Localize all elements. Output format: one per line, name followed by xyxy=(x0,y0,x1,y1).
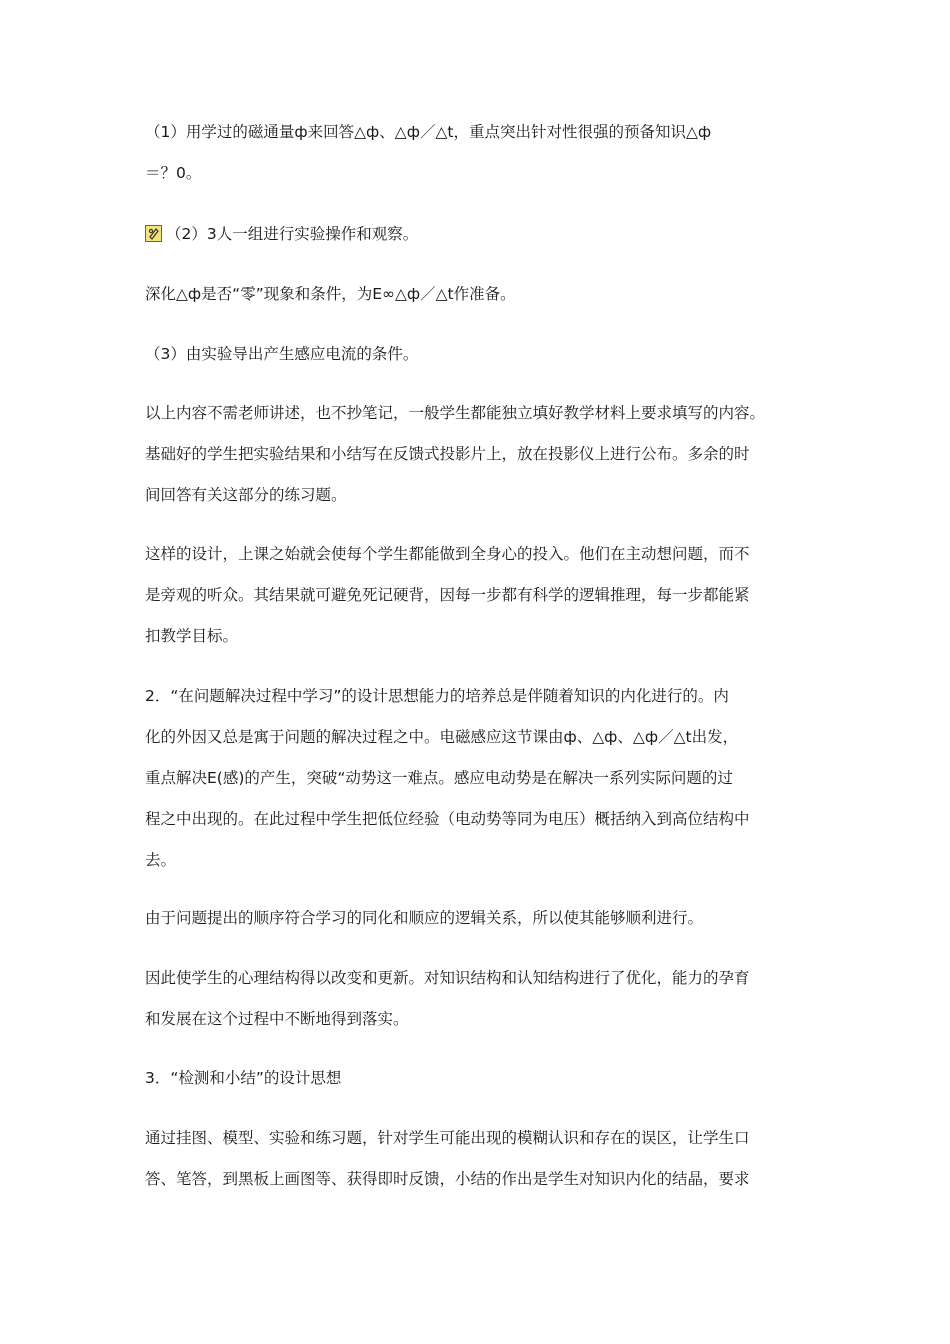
text-line: ＝？0。 xyxy=(145,164,202,182)
text-line: 由于问题提出的顺序符合学习的同化和顺应的逻辑关系，所以使其能够顺利进行。 xyxy=(145,909,704,927)
paragraph-5 xyxy=(145,393,825,516)
text-line: 和发展在这个过程中不断地得到落实。 xyxy=(145,1010,409,1028)
text-line: 深化△ф是否“零”现象和条件，为E∞△ф／△t作准备。 xyxy=(145,285,516,303)
paragraph-8 xyxy=(145,898,825,939)
paragraph-3 xyxy=(145,274,825,315)
text-line: 这样的设计，上课之始就会使每个学生都能做到全身心的投入。他们在主动想问题，而不 xyxy=(145,545,750,563)
text-line: 扣教学目标。 xyxy=(145,627,239,645)
text-line: 3．“检测和小结”的设计思想 xyxy=(145,1069,342,1087)
text-line: 重点解决E(感)的产生，突破“动势这一难点。感应电动势是在解决一系列实际问题的过 xyxy=(145,769,733,787)
text-line: （1）用学过的磁通量ф来回答△ф、△ф／△t，重点突出针对性很强的预备知识△ф xyxy=(145,123,712,141)
text-line: 化的外因又总是寓于问题的解决过程之中。电磁感应这节课由ф、△ф、△ф／△t出发， xyxy=(145,728,739,746)
paragraph-6 xyxy=(145,534,825,657)
text-line: 程之中出现的。在此过程中学生把低位经验（电动势等同为电压）概括纳入到高位结构中 xyxy=(145,810,750,828)
text-line: 基础好的学生把实验结果和小结写在反馈式投影片上，放在投影仪上进行公布。多余的时 xyxy=(145,445,750,463)
text-line: 2．“在问题解决过程中学习”的设计思想能力的培养总是伴随着知识的内化进行的。内 xyxy=(145,687,729,705)
paragraph-4 xyxy=(145,334,825,375)
text-line: （2）3人一组进行实验操作和观察。 xyxy=(166,225,419,243)
text-line: 因此使学生的心理结构得以改变和更新。对知识结构和认知结构进行了优化，能力的孕育 xyxy=(145,969,750,987)
text-line-with-icon xyxy=(145,214,825,255)
paragraph-9 xyxy=(145,958,825,1040)
text-line: 答、笔答，到黑板上画图等、获得即时反馈，小结的作出是学生对知识内化的结晶，要求 xyxy=(145,1170,750,1188)
paragraph-1 xyxy=(145,112,825,194)
text-line: （3）由实验导出产生感应电流的条件。 xyxy=(145,345,419,363)
paragraph-7 xyxy=(145,676,825,881)
paragraph-10 xyxy=(145,1058,825,1099)
text-line: 是旁观的听众。其结果就可避免死记硬背，因每一步都有科学的逻辑推理，每一步都能紧 xyxy=(145,586,750,604)
paragraph-11 xyxy=(145,1118,825,1200)
paragraph-2 xyxy=(145,214,825,255)
text-line: 通过挂图、模型、实验和练习题，针对学生可能出现的模糊认识和存在的误区，让学生口 xyxy=(145,1129,750,1147)
text-line: 间回答有关这部分的练习题。 xyxy=(145,486,347,504)
text-line: 去。 xyxy=(145,851,177,869)
document-link-icon[interactable] xyxy=(145,225,162,242)
text-line: 以上内容不需老师讲述，也不抄笔记，一般学生都能独立填好教学材料上要求填写的内容。 xyxy=(145,404,766,422)
